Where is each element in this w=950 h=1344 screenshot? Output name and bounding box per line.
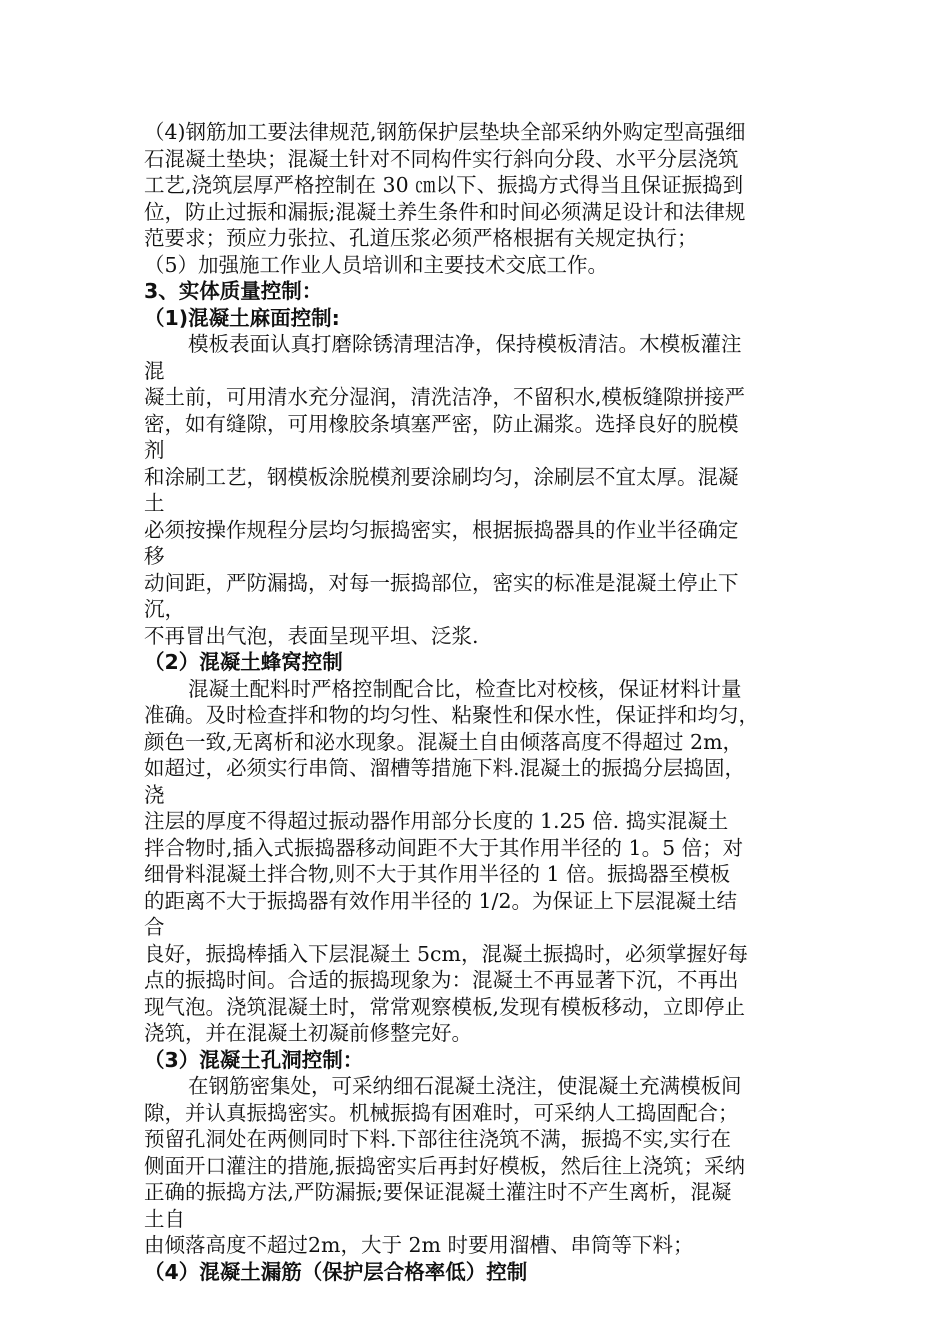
text-line: 预留孔洞处在两侧同时下料.下部往往浇筑不满，振捣不实,实行在 xyxy=(144,1127,732,1151)
section-heading: 3、实体质量控制： xyxy=(144,279,323,303)
text-line: 凝土前，可用清水充分湿润，清洗洁净，不留积水,模板缝隙拼接严 xyxy=(144,385,746,409)
subsection-heading: （1)混凝土麻面控制: xyxy=(144,305,340,330)
text-line: 密，如有缝隙，可用橡胶条填塞严密，防止漏浆。选择良好的脱模 xyxy=(144,411,739,436)
text-line: 和涂刷工艺，钢模板涂脱模剂要涂刷均匀，涂刷层不宜太厚。混凝 xyxy=(144,464,739,489)
text-line: 点的振捣时间。合适的振捣现象为：混凝土不再显著下沉，不再出 xyxy=(144,968,739,992)
text-line: 拌合物时,插入式振捣器移动间距不大于其作用半径的 1。5 倍；对 xyxy=(144,835,744,860)
text-line: 必须按操作规程分层均匀振捣密实，根据振捣器具的作业半径确定 xyxy=(144,517,739,542)
text-line: 良好，振捣棒插入下层混凝土 5cm，混凝土振捣时，必须掌握好每 xyxy=(144,941,748,966)
text-line: 范要求；预应力张拉、孔道压浆必须严格根据有关规定执行； xyxy=(144,226,698,250)
text-line: 不再冒出气泡，表面呈现平坦、泛浆. xyxy=(144,623,479,648)
text-line: 的距离不大于振捣器有效作用半径的 1/2。为保证上下层混凝土结 xyxy=(144,888,738,913)
text-line: （4)钢筋加工要法律规范,钢筋保护层垫块全部采纳外购定型高强细 xyxy=(144,120,746,144)
text-line: 侧面开口灌注的措施,振捣密实后再封好模板，然后往上浇筑；采纳 xyxy=(144,1153,746,1178)
text-line: 工艺,浇筑层厚严格控制在 30 ㎝以下、振捣方式得当且保证振捣到 xyxy=(144,173,744,197)
text-line: 土自 xyxy=(144,1206,185,1231)
text-line: 移 xyxy=(144,544,165,568)
text-line: 动间距，严防漏捣，对每一振捣部位，密实的标准是混凝土停止下 xyxy=(144,570,739,595)
text-line: 合 xyxy=(144,915,165,939)
paragraph-first-line: 混凝土配料时严格控制配合比，检查比对校核，保证材料计量 xyxy=(188,676,742,701)
text-line: 石混凝土垫块；混凝土针对不同构件实行斜向分段、水平分层浇筑 xyxy=(144,146,739,171)
subsection-heading: （4）混凝土漏筋（保护层合格率低）控制 xyxy=(144,1259,528,1284)
subsection-heading: （2）混凝土蜂窝控制 xyxy=(144,650,343,674)
text-line: 如超过，必须实行串筒、溜槽等措施下料.混凝土的振捣分层捣固， xyxy=(144,756,746,780)
paragraph-first-line: 模板表面认真打磨除锈清理洁净，保持模板清洁。木模板灌注 xyxy=(188,332,742,356)
paragraph-first-line: 在钢筋密集处，可采纳细石混凝土浇注，使混凝土充满模板间 xyxy=(188,1074,742,1098)
text-line: 沉， xyxy=(144,597,185,621)
subsection-heading: （3）混凝土孔洞控制： xyxy=(144,1047,364,1072)
text-line: 正确的振捣方法,严防漏振;要保证混凝土灌注时不产生离析，混凝 xyxy=(144,1180,732,1204)
text-line: 由倾落高度不超过2m，大于 2m 时要用溜槽、串筒等下料； xyxy=(144,1233,694,1257)
text-line: 注层的厚度不得超过振动器作用部分长度的 1.25 倍. 捣实混凝土 xyxy=(144,809,729,833)
text-line: 现气泡。浇筑混凝土时，常常观察模板,发现有模板移动，立即停止 xyxy=(144,994,746,1019)
text-line: 准确。及时检查拌和物的均匀性、粘聚性和保水性，保证拌和均匀， xyxy=(144,703,759,727)
text-line: 细骨料混凝土拌合物,则不大于其作用半径的 1 倍。振捣器至模板 xyxy=(144,862,731,886)
text-line: 隙，并认真振捣密实。机械振捣有困难时，可采纳人工捣固配合； xyxy=(144,1100,739,1125)
document-body xyxy=(144,119,824,1285)
text-line: 混 xyxy=(144,358,165,383)
text-line: 土 xyxy=(144,491,165,515)
text-line: 位，防止过振和漏振;混凝土养生条件和时间必须满足设计和法律规 xyxy=(144,199,746,224)
text-line: 浇 xyxy=(144,782,165,807)
text-line: （5）加强施工作业人员培训和主要技术交底工作。 xyxy=(144,252,609,277)
text-line: 颜色一致,无离析和泌水现象。混凝土自由倾落高度不得超过 2m， xyxy=(144,729,744,754)
text-line: 剂 xyxy=(144,438,165,462)
text-line: 浇筑，并在混凝土初凝前修整完好。 xyxy=(144,1021,472,1045)
